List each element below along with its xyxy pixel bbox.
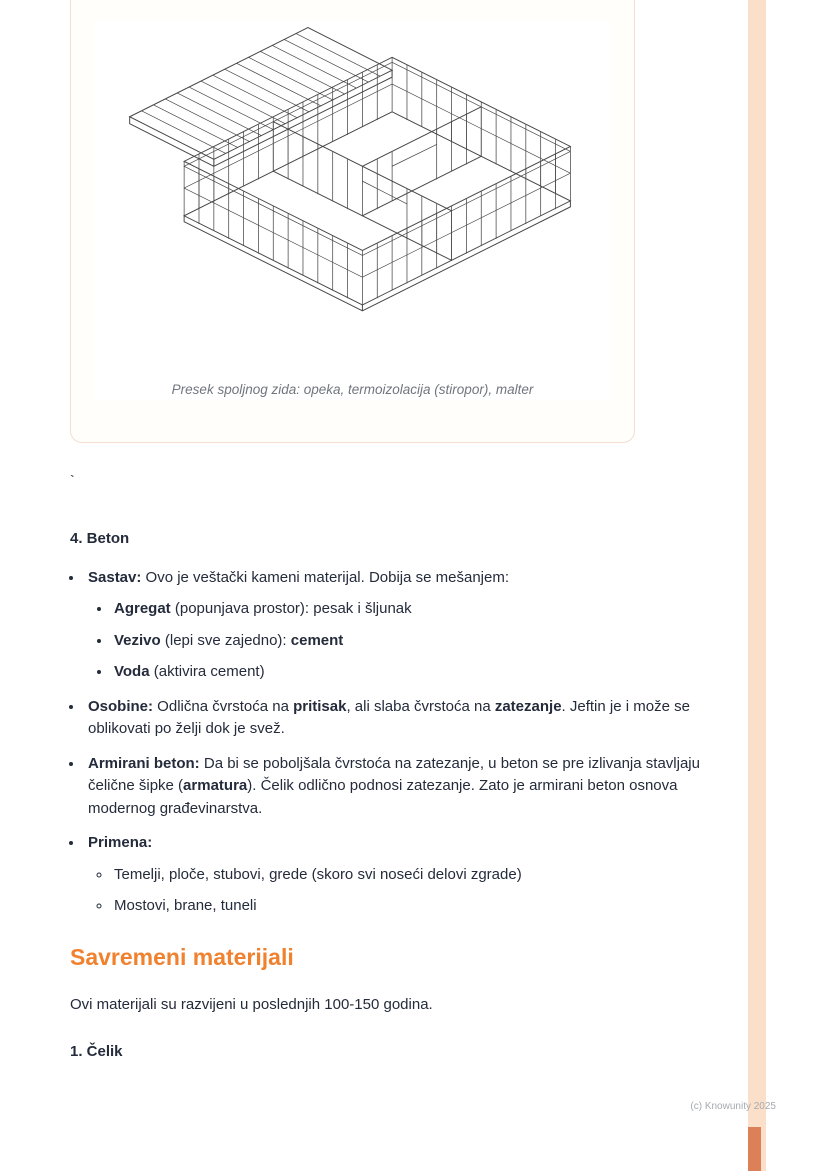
sastav-sublist bbox=[88, 598, 718, 684]
list-item-text: Primena: bbox=[88, 834, 153, 851]
list-item-text: Agregat (popunjava prostor): pesak i šljunak bbox=[114, 600, 412, 617]
footer-credit: (c) Knowunity 2025 bbox=[690, 1101, 776, 1112]
figure-caption: Presek spoljnog zida: opeka, termoizolacija (stiropor), malter bbox=[171, 382, 534, 397]
list-item-vezivo bbox=[112, 630, 718, 653]
list-item-armirani-beton bbox=[84, 753, 718, 821]
list-item-text: Voda (aktivira cement) bbox=[114, 663, 265, 680]
heading-celik: 1. Čelik bbox=[70, 1042, 123, 1060]
list-item-osobine bbox=[84, 696, 718, 741]
list-item-text: Mostovi, brane, tuneli bbox=[114, 897, 257, 914]
heading-savremeni-materijali: Savremeni materijali bbox=[70, 943, 294, 970]
primena-sublist bbox=[88, 864, 718, 918]
heading-beton: 4. Beton bbox=[70, 530, 130, 547]
scrollbar-thumb[interactable] bbox=[748, 1127, 761, 1171]
beton-list bbox=[70, 567, 718, 918]
list-item-text: Vezivo (lepi sve zajedno): cement bbox=[114, 631, 344, 649]
list-item-primena bbox=[84, 832, 718, 918]
list-item-text: Temelji, ploče, stubovi, grede (skoro svi noseći delovi zgrade) bbox=[114, 865, 522, 883]
list-item-text: Armirani beton: Da bi se poboljšala čvrstoća na zatezanje, u beton se pre izlivanja stavljaju čelične šipke (armatura). Čelik odlično podnosi zatezanje. Zato je armirani beton osnova modernog građevinarstva. bbox=[88, 754, 700, 817]
list-item-temelji bbox=[112, 864, 718, 887]
scrollbar-track[interactable] bbox=[748, 0, 766, 1171]
stray-backtick: ` bbox=[70, 472, 75, 488]
document-body bbox=[70, 0, 718, 1063]
list-item-text: Osobine: Odlična čvrstoća na pritisak, ali slaba čvrstoća na zatezanje. Jeftin je i može se oblikovati po želji dok je svež. bbox=[88, 697, 690, 737]
list-item-text: Sastav: Ovo je veštački kameni materijal. Dobija se mešanjem: bbox=[88, 568, 510, 586]
savremeni-intro-paragraph: Ovi materijali su razvijeni u poslednjih 100-150 godina. bbox=[70, 996, 433, 1013]
list-item-voda bbox=[112, 661, 718, 684]
list-item-sastav bbox=[84, 567, 718, 684]
list-item-agregat bbox=[112, 598, 718, 621]
list-item-mostovi bbox=[112, 895, 718, 918]
